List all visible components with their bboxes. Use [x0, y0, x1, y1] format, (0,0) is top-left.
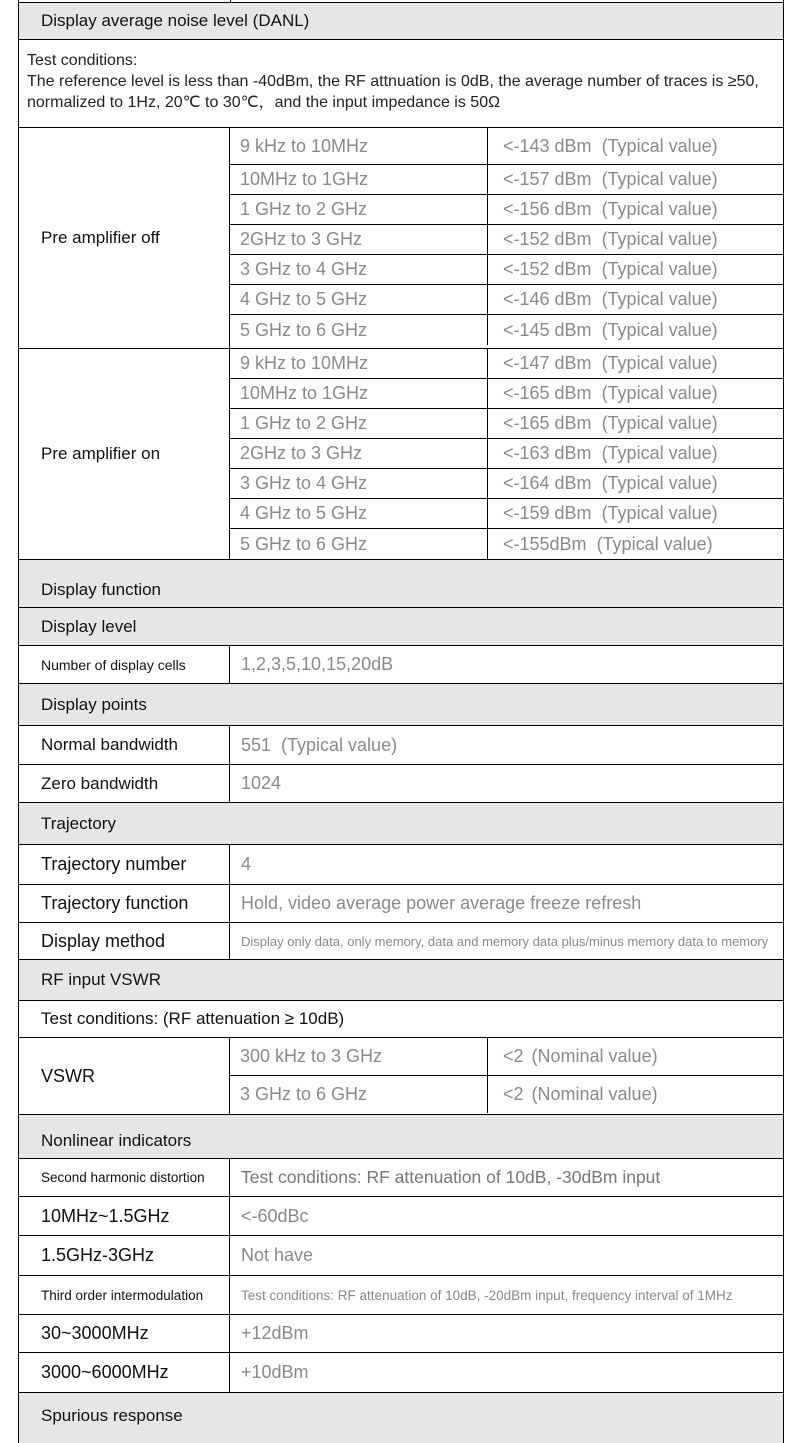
section-header-vswr: [19, 960, 783, 1001]
value: <-163 dBm: [503, 443, 592, 463]
value: <-156 dBm: [503, 199, 592, 219]
freq-range: 2GHz to 3 GHz: [230, 225, 488, 254]
note: (Typical value): [601, 503, 718, 523]
value: <-145 dBm: [503, 319, 592, 340]
table-row: [19, 765, 783, 803]
table-row: [230, 128, 783, 165]
table-row: [230, 409, 783, 439]
section-header-nonlinear: [19, 1115, 783, 1159]
table-row: [19, 885, 783, 923]
row-value: 1024: [241, 773, 282, 793]
danl-conditions-row: [19, 40, 783, 128]
note: (Nominal value): [531, 1084, 658, 1104]
row-label: Third order intermodulation: [19, 1276, 230, 1314]
row-label: Zero bandwidth: [19, 765, 230, 802]
vswr-group: [19, 1038, 783, 1115]
value: <-147 dBm: [503, 353, 592, 373]
freq-range: 1 GHz to 2 GHz: [230, 409, 488, 438]
section-title: Display level: [41, 616, 137, 636]
table-row: [230, 439, 783, 469]
note: (Nominal value): [531, 1046, 658, 1066]
table-row: [230, 469, 783, 499]
vswr-conditions-row: [19, 1001, 783, 1038]
table-row: [19, 1276, 783, 1315]
freq-range: 4 GHz to 5 GHz: [230, 499, 488, 528]
spec-table: [18, 0, 784, 1443]
row-label: Trajectory number: [19, 845, 230, 884]
freq-range: 5 GHz to 6 GHz: [230, 315, 488, 345]
note: (Typical value): [601, 443, 718, 463]
table-row: [230, 225, 783, 255]
value: <-152 dBm: [503, 229, 592, 249]
table-row: [19, 726, 783, 765]
row-value: Test conditions: RF attenuation of 10dB, -30dBm input: [241, 1167, 661, 1187]
table-row: [19, 923, 783, 960]
row-label: Normal bandwidth: [19, 726, 230, 764]
spec-value: [488, 469, 783, 498]
freq-range: 5 GHz to 6 GHz: [230, 529, 488, 559]
section-title: Display average noise level (DANL): [41, 11, 310, 30]
section-title: Display function: [41, 579, 162, 599]
value: <-165 dBm: [503, 383, 592, 403]
spec-value: [488, 439, 783, 468]
freq-range: 10MHz to 1GHz: [230, 379, 488, 408]
note: (Typical value): [601, 413, 718, 433]
section-header-trajectory: [19, 803, 783, 845]
freq-range: 4 GHz to 5 GHz: [230, 285, 488, 314]
row-value: 551 (Typical value): [241, 734, 398, 755]
preamp-on-rows: [230, 349, 783, 559]
table-row: [19, 1236, 783, 1276]
spec-value: [488, 128, 783, 164]
preamp-on-group: [19, 349, 783, 560]
note: (Typical value): [601, 353, 718, 373]
table-row: [19, 646, 783, 684]
row-label: Number of display cells: [19, 646, 230, 683]
spec-value: [488, 285, 783, 314]
preamp-on-label: Pre amplifier on: [19, 349, 230, 559]
freq-range: 3 GHz to 4 GHz: [230, 469, 488, 498]
freq-range: 10MHz to 1GHz: [230, 165, 488, 194]
row-label: 30~3000MHz: [19, 1315, 230, 1352]
section-title: RF input VSWR: [41, 970, 161, 989]
table-row: [19, 1159, 783, 1197]
spec-value: [488, 1076, 783, 1113]
table-row: [230, 165, 783, 195]
section-header-danl: [19, 3, 783, 40]
table-row: [230, 349, 783, 379]
spec-value: [488, 349, 783, 378]
freq-range: 1 GHz to 2 GHz: [230, 195, 488, 224]
row-value: 1,2,3,5,10,15,20dB: [241, 654, 394, 674]
value: <-157 dBm: [503, 169, 592, 189]
spec-value: [488, 1038, 783, 1075]
section-header-display-points: [19, 684, 783, 726]
note: (Typical value): [601, 135, 718, 156]
value: <-152 dBm: [503, 259, 592, 279]
spec-value: [488, 255, 783, 284]
row-value: Test conditions: RF attenuation of 10dB, -20dBm input, frequency interval of 1MHz: [241, 1287, 733, 1303]
row-value: +10dBm: [241, 1362, 309, 1382]
spec-value: [488, 225, 783, 254]
spec-value: [488, 409, 783, 438]
note: (Typical value): [601, 289, 718, 309]
spec-value: [488, 499, 783, 528]
row-label: 1.5GHz-3GHz: [19, 1236, 230, 1275]
table-row: [230, 1038, 783, 1076]
table-row: [230, 255, 783, 285]
spec-value: [488, 315, 783, 345]
row-value: Display only data, only memory, data and memory data plus/minus memory data to memory: [241, 933, 769, 949]
section-title: Spurious response: [41, 1406, 183, 1425]
spec-value: [488, 379, 783, 408]
row-value: +12dBm: [241, 1323, 309, 1343]
note: (Typical value): [601, 383, 718, 403]
note: (Typical value): [601, 199, 718, 219]
value: <2: [503, 1084, 524, 1104]
preamp-off-label: Pre amplifier off: [19, 128, 230, 348]
table-row: [230, 315, 783, 345]
table-row: [230, 529, 783, 559]
row-value: Hold, video average power average freeze refresh: [241, 893, 642, 913]
note: (Typical value): [601, 229, 718, 249]
value: <-164 dBm: [503, 473, 592, 493]
row-value: <-60dBc: [241, 1205, 309, 1226]
row-label: 10MHz~1.5GHz: [19, 1197, 230, 1235]
freq-range: 3 GHz to 6 GHz: [230, 1076, 488, 1113]
table-row: [19, 1197, 783, 1236]
section-header-display-function: [19, 560, 783, 608]
row-label: Display method: [19, 923, 230, 959]
spec-value: [488, 165, 783, 194]
value: <-159 dBm: [503, 503, 592, 523]
freq-range: 9 kHz to 10MHz: [230, 349, 488, 378]
vswr-label: VSWR: [19, 1038, 230, 1114]
spec-value: [488, 195, 783, 224]
value: <-146 dBm: [503, 289, 592, 309]
table-row: [19, 1315, 783, 1353]
table-row: [230, 499, 783, 529]
note: (Typical value): [601, 319, 718, 340]
value: <-165 dBm: [503, 413, 592, 433]
table-row: [230, 379, 783, 409]
freq-range: 9 kHz to 10MHz: [230, 128, 488, 164]
section-header-display-level: [19, 608, 783, 646]
section-header-spurious: [19, 1393, 783, 1443]
preamp-off-group: [19, 128, 783, 349]
note: (Typical value): [601, 259, 718, 279]
note: (Typical value): [601, 169, 718, 189]
vswr-rows: [230, 1038, 783, 1114]
table-row: [19, 1353, 783, 1393]
row-label: Second harmonic distortion: [19, 1159, 230, 1196]
row-label: Trajectory function: [19, 885, 230, 922]
value: <-155dBm: [503, 533, 587, 554]
value: <2: [503, 1046, 524, 1066]
table-row: [230, 195, 783, 225]
note: (Typical value): [601, 473, 718, 493]
freq-range: 3 GHz to 4 GHz: [230, 255, 488, 284]
preamp-off-rows: [230, 128, 783, 348]
row-value: Not have: [241, 1245, 314, 1265]
vswr-conditions-text: Test conditions: (RF attenuation ≥ 10dB): [41, 1009, 345, 1028]
note: (Typical value): [596, 533, 713, 554]
section-title: Display points: [41, 694, 147, 714]
freq-range: 300 kHz to 3 GHz: [230, 1038, 488, 1075]
table-row: [19, 845, 783, 885]
table-row: [230, 1076, 783, 1113]
row-label: 3000~6000MHz: [19, 1353, 230, 1392]
section-title: Nonlinear indicators: [41, 1130, 192, 1150]
danl-conditions-text: Test conditions: The reference level is less than -40dBm, the RF attnuation is 0dB, the average number of traces is ≥50, normalized to 1Hz, 20℃ to 30℃，and the input impedance is 50Ω: [27, 52, 759, 111]
row-value: 4: [241, 854, 252, 874]
spec-value: [488, 529, 783, 559]
freq-range: 2GHz to 3 GHz: [230, 439, 488, 468]
section-title: Trajectory: [41, 813, 116, 833]
table-row: [230, 285, 783, 315]
value: <-143 dBm: [503, 135, 592, 156]
